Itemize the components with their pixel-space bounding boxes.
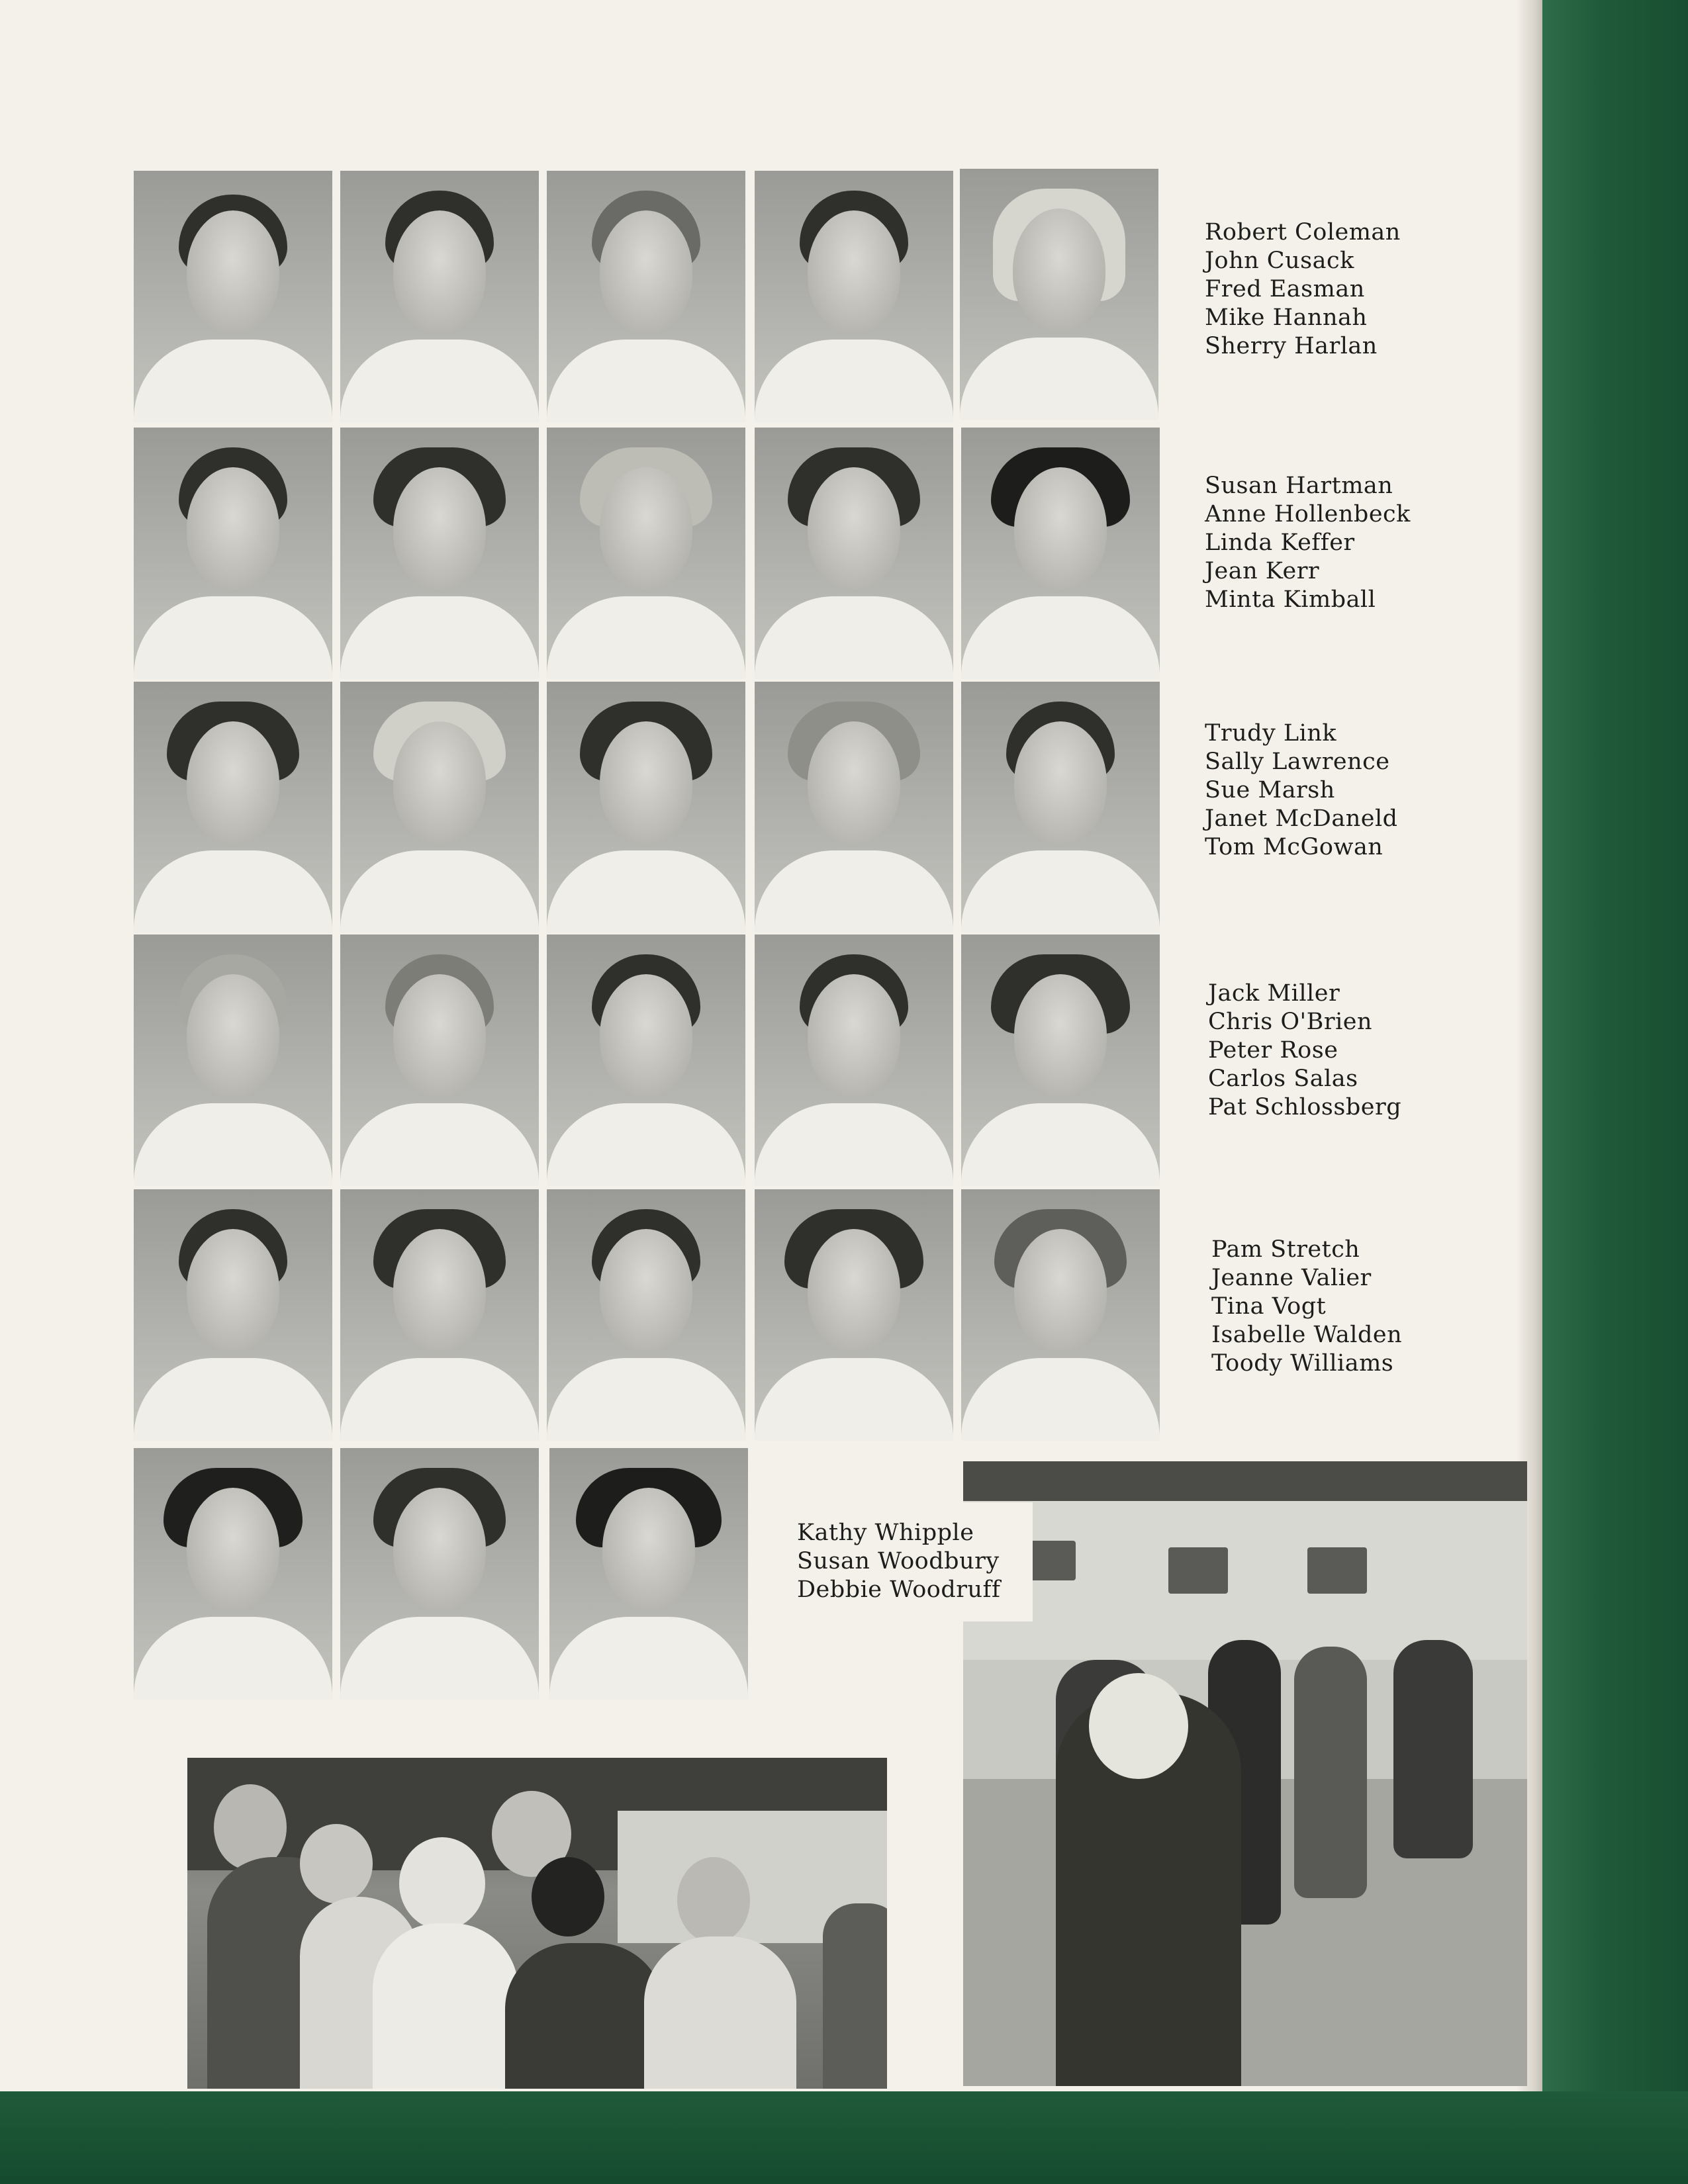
name-list-row-2 xyxy=(1205,472,1411,614)
student-name: Chris O'Brien xyxy=(1208,1009,1373,1035)
student-name: Tom McGowan xyxy=(1205,834,1383,860)
portrait-photo xyxy=(961,682,1160,933)
student-name: Linda Keffer xyxy=(1205,529,1355,556)
portrait-photo xyxy=(134,1189,332,1441)
portrait-photo xyxy=(961,1189,1160,1441)
portrait-photo xyxy=(961,934,1160,1186)
student-name: John Cusack xyxy=(1205,248,1354,274)
portrait-photo xyxy=(134,682,332,933)
portrait-photo xyxy=(755,171,953,422)
student-name: Mike Hannah xyxy=(1205,304,1368,331)
student-name: Janet McDaneld xyxy=(1205,805,1398,832)
student-name: Sally Lawrence xyxy=(1205,749,1390,775)
student-name: Fred Easman xyxy=(1205,276,1365,302)
portrait-photo xyxy=(134,934,332,1186)
portrait-photo xyxy=(755,428,953,679)
candid-photo-courtyard xyxy=(963,1461,1527,2086)
portrait-photo xyxy=(547,682,745,933)
portrait-photo xyxy=(547,428,745,679)
student-name: Jack Miller xyxy=(1208,980,1340,1007)
book-cover xyxy=(1542,0,1688,2184)
student-name: Anne Hollenbeck xyxy=(1205,501,1411,527)
candid-photo-group xyxy=(187,1758,887,2089)
portrait-photo xyxy=(134,171,332,422)
portrait-photo xyxy=(960,169,1158,420)
student-name: Isabelle Walden xyxy=(1211,1322,1403,1348)
portrait-photo xyxy=(340,171,539,422)
student-name: Debbie Woodruff xyxy=(797,1576,1001,1603)
student-name: Susan Hartman xyxy=(1205,473,1393,499)
portrait-photo xyxy=(549,1448,748,1700)
book-cover-bottom xyxy=(0,2091,1688,2184)
name-list-row-3 xyxy=(1205,719,1398,862)
student-name: Kathy Whipple xyxy=(797,1520,974,1546)
name-list-row-6 xyxy=(781,1502,1033,1621)
student-name: Peter Rose xyxy=(1208,1037,1338,1064)
portrait-photo xyxy=(134,428,332,679)
portrait-photo xyxy=(340,1448,539,1700)
student-name: Susan Woodbury xyxy=(797,1548,1000,1574)
portrait-photo xyxy=(547,171,745,422)
student-name: Robert Coleman xyxy=(1205,219,1401,246)
portrait-photo xyxy=(547,1189,745,1441)
student-name: Toody Williams xyxy=(1211,1350,1394,1377)
student-name: Pat Schlossberg xyxy=(1208,1094,1402,1120)
student-name: Jeanne Valier xyxy=(1211,1265,1372,1291)
student-name: Pam Stretch xyxy=(1211,1236,1360,1263)
portrait-photo xyxy=(340,428,539,679)
portrait-photo xyxy=(134,1448,332,1700)
student-name: Jean Kerr xyxy=(1205,558,1320,584)
student-name: Minta Kimball xyxy=(1205,586,1376,613)
name-list-row-4 xyxy=(1208,979,1401,1122)
student-name: Sue Marsh xyxy=(1205,777,1335,803)
student-name: Sherry Harlan xyxy=(1205,333,1378,359)
student-name: Trudy Link xyxy=(1205,720,1337,747)
portrait-photo xyxy=(340,682,539,933)
portrait-photo xyxy=(340,1189,539,1441)
student-name: Tina Vogt xyxy=(1211,1293,1327,1320)
portrait-photo xyxy=(547,934,745,1186)
portrait-photo xyxy=(755,1189,953,1441)
name-list-row-5 xyxy=(1211,1236,1402,1378)
portrait-photo xyxy=(961,428,1160,679)
portrait-photo xyxy=(340,934,539,1186)
student-name: Carlos Salas xyxy=(1208,1066,1358,1092)
name-list-row-1 xyxy=(1205,218,1401,361)
portrait-photo xyxy=(755,682,953,933)
portrait-photo xyxy=(755,934,953,1186)
